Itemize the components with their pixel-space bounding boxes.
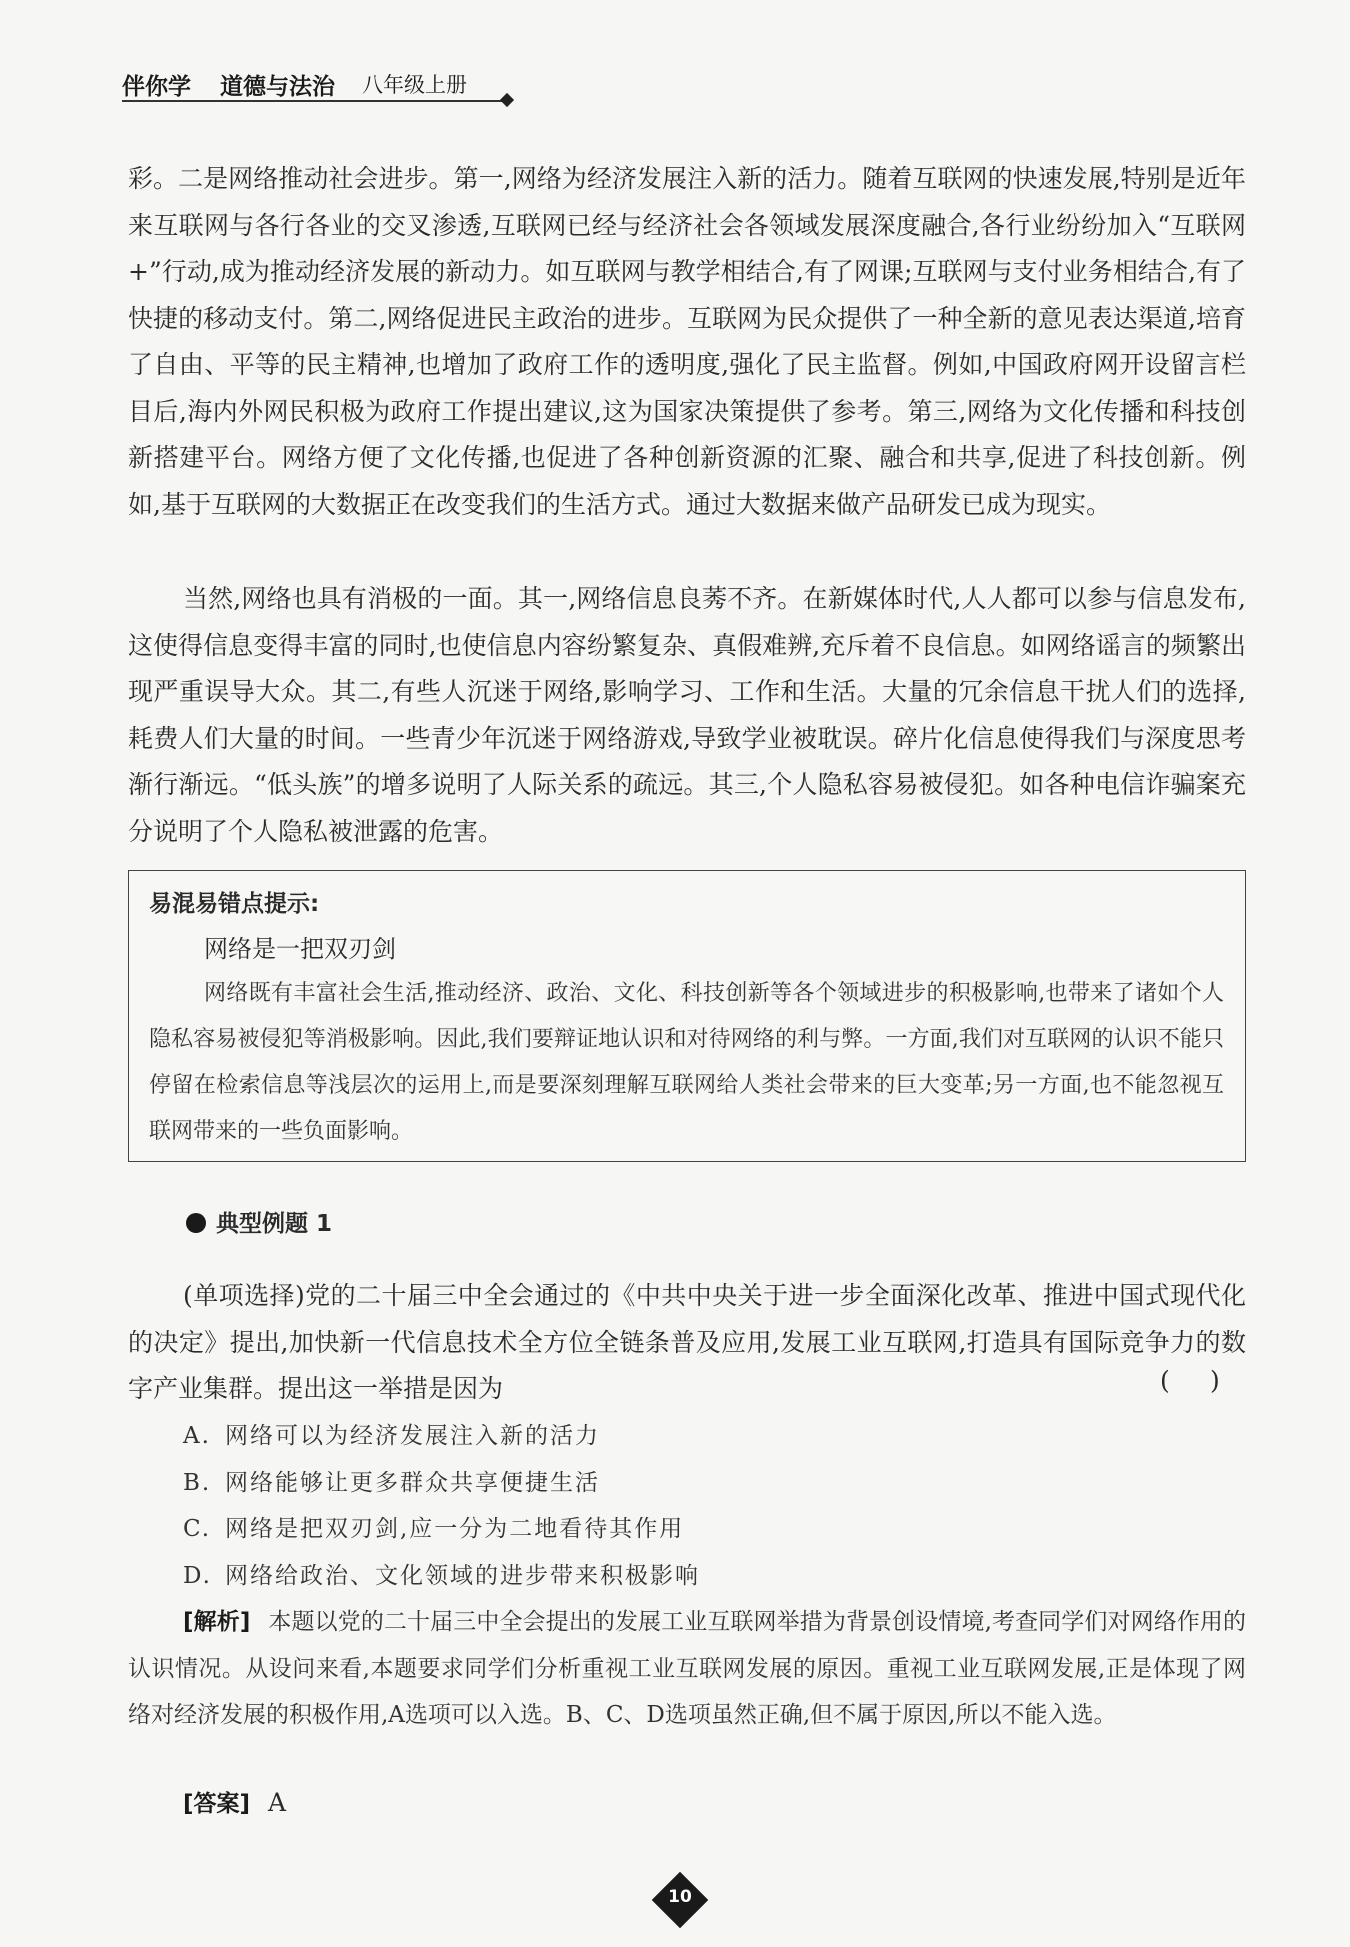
option-list bbox=[183, 1413, 700, 1599]
example-heading bbox=[186, 1205, 332, 1241]
option-text: 网络是把双刃剑,应一分为二地看待其作用 bbox=[225, 1516, 685, 1542]
answer-label: [答案] bbox=[183, 1791, 251, 1817]
answer-value: A bbox=[268, 1788, 287, 1817]
option-letter: D. bbox=[183, 1562, 212, 1589]
diamond-icon bbox=[500, 93, 514, 107]
analysis bbox=[128, 1599, 1246, 1739]
tip-body: 网络既有丰富社会生活,推动经济、政治、文化、科技创新等各个领域进步的积极影响,也带来了诸如个人隐私容易被侵犯等消极影响。因此,我们要辩证地认识和对待网络的利与弊。一方面,我们对互联网的认识不能只停留在检索信息等浅层次的运用上,而是要深刻理解互联网给人类社会带来的巨大变革;另一方面,也不能忽视互联网带来的一些负面影响。 bbox=[149, 981, 1224, 1144]
tip-box bbox=[128, 870, 1246, 1162]
analysis-label: [解析] bbox=[183, 1609, 251, 1635]
grade-label: 八年级上册 bbox=[362, 73, 467, 97]
option-text: 网络可以为经济发展注入新的活力 bbox=[225, 1423, 600, 1449]
blank-open: ( bbox=[1160, 1366, 1170, 1395]
option-d bbox=[183, 1553, 700, 1600]
tip-subtitle: 网络是一把双刃剑 bbox=[204, 935, 396, 963]
body-paragraph: 彩。二是网络推动社会进步。第一,网络为经济发展注入新的活力。随着互联网的快速发展,特别是近年来互联网与各行各业的交叉渗透,互联网已经与经济社会各领域发展深度融合,各行业纷纷加入“互联网+”行动,成为推动经济发展的新动力。如互联网与教学相结合,有了网课;互联网与支付业务相结合,有了快捷的移动支付。第二,网络促进民主政治的进步。互联网为民众提供了一种全新的意见表达渠道,培育了自由、平等的民主精神,也增加了政府工作的透明度,强化了民主监督。例如,中国政府网开设留言栏目后,海内外网民积极为政府工作提出建议,这为国家决策提供了参考。第三,网络为文化传播和科技创新搭建平台。网络方便了文化传播,也促进了各种创新资源的汇聚、融合和共享,促进了科技创新。例如,基于互联网的大数据正在改变我们的生活方式。通过大数据来做产品研发已成为现实。 bbox=[128, 164, 1246, 519]
option-letter: C. bbox=[183, 1516, 212, 1542]
example-heading-text: 典型例题 1 bbox=[216, 1211, 333, 1237]
analysis-text: 本题以党的二十届三中全会提出的发展工业互联网举措为背景创设情境,考查同学们对网络作用的认识情况。从设问来看,本题要求同学们分析重视工业互联网发展的原因。重视工业互联网发展,正是体现了网络对经济发展的积极作用,A选项可以入选。B、C、D选项虽然正确,但不属于原因,所以不能入选。 bbox=[128, 1609, 1246, 1728]
option-letter: B. bbox=[183, 1469, 212, 1496]
answer bbox=[183, 1785, 286, 1818]
series-title: 伴你学 bbox=[122, 74, 191, 100]
bullet-icon bbox=[186, 1213, 206, 1233]
body-paragraph: 当然,网络也具有消极的一面。其一,网络信息良莠不齐。在新媒体时代,人人都可以参与信息发布,这使得信息变得丰富的同时,也使信息内容纷繁复杂、真假难辨,充斥着不良信息。如网络谣言的频繁出现严重误导大众。其二,有些人沉迷于网络,影响学习、工作和生活。大量的冗余信息干扰人们的选择,耗费人们大量的时间。一些青少年沉迷于网络游戏,导致学业被耽误。碎片化信息使得我们与深度思考渐行渐远。“低头族”的增多说明了人际关系的疏远。其三,个人隐私容易被侵犯。如各种电信诈骗案充分说明了个人隐私被泄露的危害。 bbox=[128, 584, 1246, 846]
blank-close: ) bbox=[1210, 1366, 1220, 1395]
option-text: 网络给政治、文化领域的进步带来积极影响 bbox=[225, 1562, 700, 1589]
answer-blank bbox=[1160, 1366, 1260, 1395]
option-a bbox=[183, 1413, 700, 1460]
running-header bbox=[122, 62, 522, 102]
subject-title: 道德与法治 bbox=[220, 74, 335, 100]
option-text: 网络能够让更多群众共享便捷生活 bbox=[225, 1469, 600, 1496]
page-number: 10 bbox=[668, 1887, 692, 1907]
header-rule bbox=[122, 100, 508, 102]
option-letter: A. bbox=[183, 1423, 211, 1449]
option-c bbox=[183, 1506, 700, 1553]
question-stem: (单项选择)党的二十届三中全会通过的《中共中央关于进一步全面深化改革、推进中国式现代化的决定》提出,加快新一代信息技术全方位全链条普及应用,发展工业互联网,打造具有国际竞争力的数字产业集群。提出这一举措是因为 bbox=[128, 1281, 1246, 1403]
tip-title: 易混易错点提示: bbox=[149, 891, 320, 917]
option-b bbox=[183, 1460, 700, 1507]
